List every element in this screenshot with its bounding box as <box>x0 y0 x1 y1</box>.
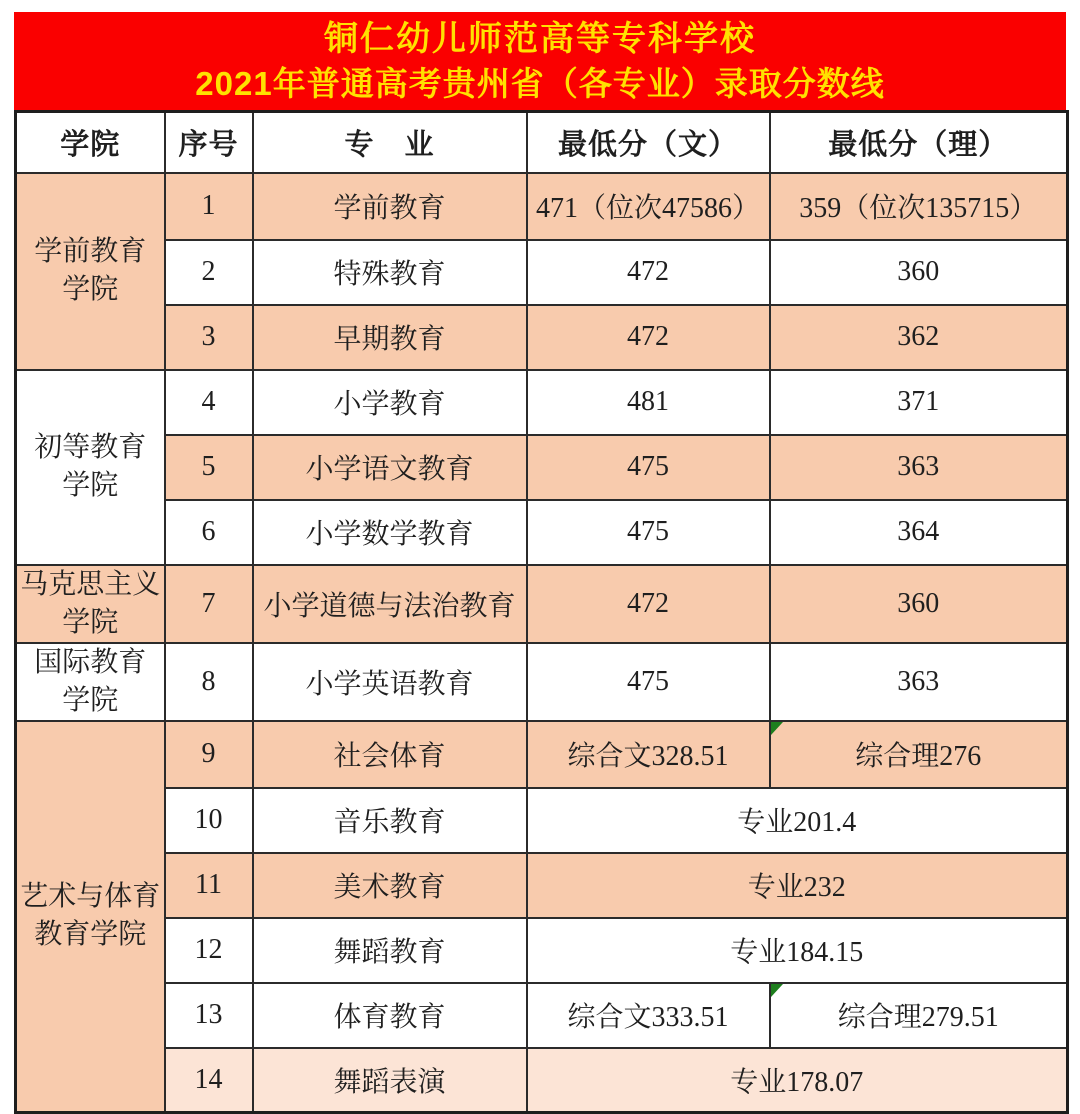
row-no: 12 <box>165 918 253 983</box>
major-cell: 小学道德与法治教育 <box>253 565 527 643</box>
score-wen-cell: 472 <box>527 305 770 370</box>
score-merged-cell: 专业178.07 <box>527 1048 1068 1113</box>
table-row <box>16 370 1068 435</box>
major-cell: 早期教育 <box>253 305 527 370</box>
score-li-cell <box>770 721 1068 788</box>
col-header-college: 学院 <box>16 112 165 173</box>
score-wen-cell: 475 <box>527 435 770 500</box>
title-banner <box>14 12 1066 110</box>
major-cell: 体育教育 <box>253 983 527 1048</box>
college-cell-elementary <box>16 370 165 565</box>
score-li-cell: 364 <box>770 500 1068 565</box>
score-merged-cell: 专业232 <box>527 853 1068 918</box>
green-triangle-icon <box>771 722 783 735</box>
row-no: 3 <box>165 305 253 370</box>
college-name-line: 国际教育 <box>34 646 147 678</box>
table-row <box>16 788 1068 853</box>
college-name-line: 艺术与体育 <box>20 881 161 913</box>
table-row <box>16 305 1068 370</box>
major-cell: 小学语文教育 <box>253 435 527 500</box>
major-cell: 舞蹈表演 <box>253 1048 527 1113</box>
col-header-min-li: 最低分（理） <box>770 112 1068 173</box>
row-no: 8 <box>165 643 253 721</box>
row-no: 14 <box>165 1048 253 1113</box>
score-merged-cell: 专业184.15 <box>527 918 1068 983</box>
row-no: 4 <box>165 370 253 435</box>
major-cell: 社会体育 <box>253 721 527 788</box>
table-row <box>16 173 1068 240</box>
table-row <box>16 643 1068 721</box>
table-row <box>16 1048 1068 1113</box>
row-no: 5 <box>165 435 253 500</box>
major-cell: 音乐教育 <box>253 788 527 853</box>
major-cell: 小学教育 <box>253 370 527 435</box>
col-header-no: 序号 <box>165 112 253 173</box>
score-wen-cell: 481 <box>527 370 770 435</box>
major-cell: 小学数学教育 <box>253 500 527 565</box>
table-row <box>16 983 1068 1048</box>
college-name-line: 学前教育 <box>34 236 147 267</box>
college-name-line: 初等教育 <box>34 432 147 463</box>
major-cell: 小学英语教育 <box>253 643 527 721</box>
score-li-cell: 363 <box>770 643 1068 721</box>
table-row <box>16 565 1068 643</box>
score-li-cell: 362 <box>770 305 1068 370</box>
row-no: 13 <box>165 983 253 1048</box>
score-wen-cell: 475 <box>527 500 770 565</box>
major-cell: 特殊教育 <box>253 240 527 305</box>
score-wen-cell: 471（位次47586） <box>527 173 770 240</box>
col-header-min-wen: 最低分（文） <box>527 112 770 173</box>
row-no: 10 <box>165 788 253 853</box>
row-no: 6 <box>165 500 253 565</box>
score-wen-cell: 472 <box>527 565 770 643</box>
college-name-line: 学院 <box>62 470 119 501</box>
green-triangle-icon <box>771 984 783 997</box>
major-cell: 舞蹈教育 <box>253 918 527 983</box>
table-row <box>16 240 1068 305</box>
score-li-cell: 360 <box>770 240 1068 305</box>
score-li-cell: 359（位次135715） <box>770 173 1068 240</box>
score-wen-cell: 综合文333.51 <box>527 983 770 1048</box>
college-cell-international <box>16 643 165 721</box>
college-name-line: 马克思主义 <box>20 568 161 600</box>
score-wen-cell: 综合文328.51 <box>527 721 770 788</box>
college-cell-marxism <box>16 565 165 643</box>
row-no: 9 <box>165 721 253 788</box>
row-no: 11 <box>165 853 253 918</box>
table-row <box>16 853 1068 918</box>
major-cell: 美术教育 <box>253 853 527 918</box>
table-row <box>16 435 1068 500</box>
banner-subtitle: 2021年普通高考贵州省（各专业）录取分数线 <box>195 65 885 102</box>
table-row <box>16 918 1068 983</box>
score-li-value: 综合理279.51 <box>837 1002 999 1033</box>
row-no: 1 <box>165 173 253 240</box>
score-li-cell <box>770 983 1068 1048</box>
major-cell: 学前教育 <box>253 173 527 240</box>
college-name-line: 学院 <box>62 684 119 716</box>
college-cell-arts-pe <box>16 721 165 1113</box>
row-no: 7 <box>165 565 253 643</box>
college-cell-preschool <box>16 173 165 370</box>
score-li-cell: 363 <box>770 435 1068 500</box>
score-li-cell: 371 <box>770 370 1068 435</box>
score-li-cell: 360 <box>770 565 1068 643</box>
col-header-major: 专 业 <box>253 112 527 173</box>
table-row <box>16 721 1068 788</box>
scores-table <box>14 110 1069 1114</box>
college-name-line: 学院 <box>62 606 119 638</box>
table-row <box>16 500 1068 565</box>
row-no: 2 <box>165 240 253 305</box>
score-li-value: 综合理276 <box>855 741 982 772</box>
college-name-line: 学院 <box>62 274 119 305</box>
score-wen-cell: 475 <box>527 643 770 721</box>
header-row <box>16 112 1068 173</box>
school-name: 铜仁幼儿师范高等专科学校 <box>324 20 756 58</box>
college-name-line: 教育学院 <box>34 919 147 951</box>
score-wen-cell: 472 <box>527 240 770 305</box>
score-merged-cell: 专业201.4 <box>527 788 1068 853</box>
